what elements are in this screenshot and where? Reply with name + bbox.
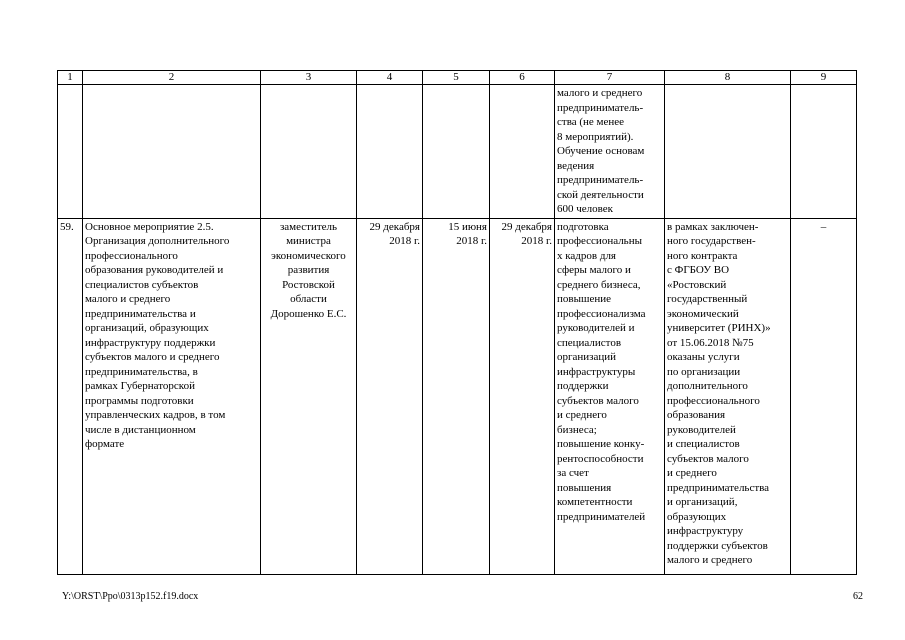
column-header: 5 bbox=[423, 71, 490, 85]
table-row-59 bbox=[58, 218, 857, 574]
column-header: 7 bbox=[555, 71, 665, 85]
cell-date-end bbox=[490, 85, 555, 219]
cell-result-actual: в рамках заключен- ного государствен- ного контракта с ФГБОУ ВО «Ростовский государственный экономический университет (РИНХ)» от 15.06.2018 №75 оказаны услуги по организации дополнительного профессионального образования руководителей и специалистов субъектов малого и среднего предпринимательства и организаций, образующих инфраструктуру поддержки субъектов малого и среднего bbox=[665, 218, 791, 574]
column-header: 3 bbox=[261, 71, 357, 85]
column-header: 6 bbox=[490, 71, 555, 85]
cell-result-plan: малого и среднего предприниматель- ства (не менее 8 мероприятий). Обучение основам ведения предприниматель- ской деятельности 600 человек bbox=[555, 85, 665, 219]
measures-table bbox=[57, 70, 857, 575]
cell-name: Основное мероприятие 2.5. Организация дополнительного профессионального образования руководителей и специалистов субъектов малого и среднего предпринимательства и организаций, образующих инфраструктуру поддержки субъектов малого и среднего предпринимательства, в рамках Губернаторской программы подготовки управленческих кадров, в том числе в дистанционном формате bbox=[83, 218, 261, 574]
cell-responsible bbox=[261, 85, 357, 219]
cell-date-start bbox=[423, 85, 490, 219]
cell-date-plan: 29 декабря 2018 г. bbox=[357, 218, 423, 574]
column-header: 2 bbox=[83, 71, 261, 85]
cell-note: – bbox=[791, 218, 857, 574]
table-row-continuation bbox=[58, 85, 857, 219]
cell-date-plan bbox=[357, 85, 423, 219]
cell-num: 59. bbox=[58, 218, 83, 574]
column-header: 4 bbox=[357, 71, 423, 85]
header-row bbox=[58, 71, 857, 85]
cell-name bbox=[83, 85, 261, 219]
cell-date-start: 15 июня 2018 г. bbox=[423, 218, 490, 574]
file-path: Y:\ORST\Ppo\0313p152.f19.docx bbox=[62, 591, 199, 602]
cell-num bbox=[58, 85, 83, 219]
cell-result-actual bbox=[665, 85, 791, 219]
cell-note bbox=[791, 85, 857, 219]
column-header: 8 bbox=[665, 71, 791, 85]
cell-result-plan: подготовка профессиональны х кадров для сферы малого и среднего бизнеса, повышение профессионализма руководителей и специалистов организаций инфраструктуры поддержки субъектов малого и среднего бизнеса; повышение конку- рентоспособности за счет повышения компетентности предпринимателей bbox=[555, 218, 665, 574]
cell-date-end: 29 декабря 2018 г. bbox=[490, 218, 555, 574]
cell-responsible: заместитель министра экономического развития Ростовской области Дорошенко Е.С. bbox=[261, 218, 357, 574]
column-header: 1 bbox=[58, 71, 83, 85]
column-header: 9 bbox=[791, 71, 857, 85]
page-number: 62 bbox=[853, 591, 863, 602]
